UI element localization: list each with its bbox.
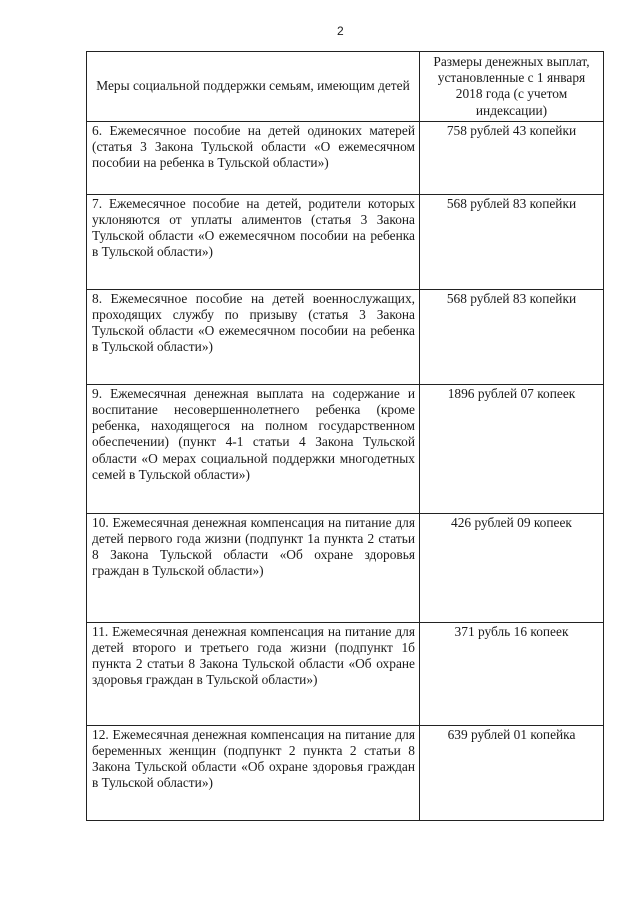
amount-text: 1896 рублей 07 копеек bbox=[447, 385, 576, 401]
amount-text: 758 рублей 43 копейки bbox=[446, 122, 577, 138]
measure-text: 11. Ежемесячная денежная компенсация на питание для детей второго и третьего года жизни (подпункт 1б пункта 2 статьи 8 Закона Тульской области «Об охране здоровья граждан в Тульской области») bbox=[92, 623, 415, 688]
page-number: 2 bbox=[337, 24, 344, 38]
amount-cell bbox=[420, 725, 604, 820]
amount-cell bbox=[420, 121, 604, 194]
header-amount-label: Размеры денежных выплат, установленные с 1 января 2018 года (с учетом индексации) bbox=[433, 54, 590, 118]
table-row bbox=[87, 622, 604, 725]
measure-text: 6. Ежемесячное пособие на детей одиноких матерей (статья 3 Закона Тульской области «О ежемесячном пособии на ребенка в Тульской области») bbox=[92, 122, 415, 171]
measure-text: 9. Ежемесячная денежная выплата на содержание и воспитание несовершеннолетнего ребенка (кроме ребенка, находящегося на полном государственном обеспечении) (пункт 4-1 статьи 4 Закона Тульской области «О мерах социальной поддержки многодетных семей в Тульской области») bbox=[92, 385, 415, 482]
table-header-row bbox=[87, 52, 604, 122]
amount-text: 371 рубль 16 копеек bbox=[454, 623, 569, 639]
measure-cell bbox=[87, 513, 420, 622]
table-row bbox=[87, 513, 604, 622]
measure-cell bbox=[87, 289, 420, 384]
amount-cell bbox=[420, 194, 604, 289]
table-row bbox=[87, 194, 604, 289]
table-row bbox=[87, 725, 604, 820]
amount-text: 639 рублей 01 копейка bbox=[447, 726, 576, 742]
measure-text: 7. Ежемесячное пособие на детей, родители которых уклоняются от уплаты алиментов (статья 3 Закона Тульской области «О ежемесячном пособии на ребенка в Тульской области») bbox=[92, 195, 415, 260]
amount-text: 568 рублей 83 копейки bbox=[446, 290, 577, 306]
amount-cell bbox=[420, 513, 604, 622]
header-measure-cell bbox=[87, 52, 420, 122]
measure-text: 10. Ежемесячная денежная компенсация на питание для детей первого года жизни (подпункт 1а пункта 2 статьи 8 Закона Тульской области «Об охране здоровья граждан в Тульской области») bbox=[92, 514, 415, 579]
measure-cell bbox=[87, 121, 420, 194]
amount-text: 568 рублей 83 копейки bbox=[446, 195, 577, 211]
amount-cell bbox=[420, 384, 604, 513]
header-amount-cell bbox=[420, 52, 604, 122]
support-measures-table bbox=[86, 51, 604, 821]
measure-text: 12. Ежемесячная денежная компенсация на питание для беременных женщин (подпункт 2 пункта 2 статьи 8 Закона Тульской области «Об охране здоровья граждан в Тульской области») bbox=[92, 726, 415, 791]
measure-cell bbox=[87, 725, 420, 820]
table-row bbox=[87, 289, 604, 384]
table-row bbox=[87, 384, 604, 513]
measure-cell bbox=[87, 622, 420, 725]
measure-cell bbox=[87, 384, 420, 513]
table-row bbox=[87, 121, 604, 194]
header-measure-label: Меры социальной поддержки семьям, имеющим детей bbox=[96, 78, 410, 94]
measure-text: 8. Ежемесячное пособие на детей военнослужащих, проходящих службу по призыву (статья 3 Закона Тульской области «О ежемесячном пособии на ребенка в Тульской области») bbox=[92, 290, 415, 355]
amount-cell bbox=[420, 622, 604, 725]
measure-cell bbox=[87, 194, 420, 289]
amount-cell bbox=[420, 289, 604, 384]
amount-text: 426 рублей 09 копеек bbox=[451, 514, 572, 530]
